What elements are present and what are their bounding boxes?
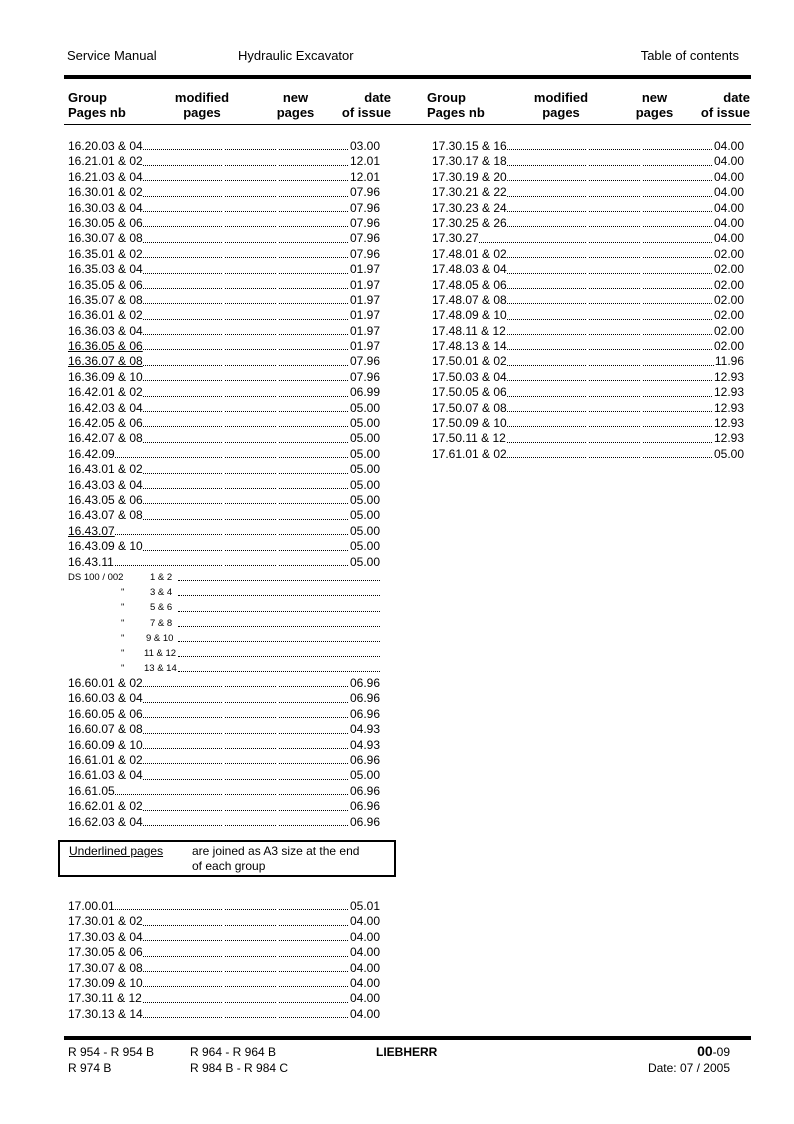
toc-row-pages: 16.43.07 xyxy=(68,523,115,538)
toc-row-pages: 16.35.07 & 08 xyxy=(68,292,143,307)
toc-row-date: 05.00 xyxy=(349,523,380,538)
footer-models-1a: R 954 - R 954 B xyxy=(68,1045,155,1059)
toc-row-pages: 16.30.05 & 06 xyxy=(68,215,143,230)
toc-row-pages: 16.60.07 & 08 xyxy=(68,722,143,737)
toc-row-pages: 17.30.25 & 26 xyxy=(432,215,507,230)
toc-list-right xyxy=(432,139,744,462)
toc-row-pages: 17.50.03 & 04 xyxy=(432,369,507,384)
ds-row xyxy=(68,661,380,676)
toc-row-date: 02.00 xyxy=(713,323,744,338)
toc-row xyxy=(68,216,380,231)
toc-row-date: 07.96 xyxy=(349,369,380,384)
toc-row-pages: 16.62.01 & 02 xyxy=(68,799,143,814)
toc-row-date: 05.00 xyxy=(349,554,380,569)
ds-row xyxy=(68,600,380,615)
toc-row-date: 01.97 xyxy=(349,277,380,292)
ds-row-group: " xyxy=(121,600,124,615)
toc-row xyxy=(68,991,380,1006)
toc-row-date: 05.00 xyxy=(349,416,380,431)
toc-row-date: 04.00 xyxy=(349,960,380,975)
ds-row-pages: 9 & 10 xyxy=(146,631,173,646)
toc-row-pages: 16.36.07 & 08 xyxy=(68,354,143,369)
toc-row xyxy=(68,676,380,691)
toc-row-pages: 17.30.15 & 16 xyxy=(432,139,507,153)
toc-row xyxy=(432,416,744,431)
toc-row xyxy=(68,201,380,216)
toc-row xyxy=(68,416,380,431)
footer-models-2b: R 984 B - R 984 C xyxy=(190,1061,289,1075)
toc-row-date: 12.93 xyxy=(713,431,744,446)
header-manual-title: Service Manual xyxy=(67,48,157,63)
toc-row-date: 05.00 xyxy=(349,462,380,477)
toc-row-date: 12.93 xyxy=(713,416,744,431)
ds-row-pages: 3 & 4 xyxy=(150,585,172,600)
toc-list-ds xyxy=(68,570,380,676)
toc-row-date: 05.00 xyxy=(349,446,380,461)
toc-row xyxy=(68,945,380,960)
toc-row xyxy=(68,385,380,400)
toc-row-pages: 16.43.09 & 10 xyxy=(68,539,143,554)
toc-row-date: 03.00 xyxy=(349,139,380,153)
footer-models-2a: R 974 B xyxy=(68,1061,112,1075)
toc-row-pages: 17.30.09 & 10 xyxy=(68,975,143,990)
toc-row xyxy=(68,799,380,814)
leader-dots xyxy=(178,580,380,581)
toc-row xyxy=(432,354,744,369)
toc-row xyxy=(68,508,380,523)
col-group-left: Group Pages nb xyxy=(68,90,126,120)
toc-row xyxy=(432,385,744,400)
toc-row-date: 04.00 xyxy=(349,929,380,944)
toc-row-pages: 16.42.03 & 04 xyxy=(68,400,143,415)
toc-row xyxy=(432,401,744,416)
toc-row xyxy=(68,170,380,185)
toc-row-date: 04.00 xyxy=(713,231,744,246)
toc-row-date: 01.97 xyxy=(349,308,380,323)
toc-row-pages: 16.43.11 xyxy=(68,554,114,569)
toc-row-pages: 17.30.03 & 04 xyxy=(68,929,143,944)
leader-dots xyxy=(178,656,380,657)
toc-row-pages: 16.61.05 xyxy=(68,783,115,798)
toc-row-date: 04.00 xyxy=(713,154,744,169)
toc-row-date: 04.00 xyxy=(349,914,380,929)
toc-row-pages: 17.48.05 & 06 xyxy=(432,277,507,292)
toc-row-pages: 16.35.05 & 06 xyxy=(68,277,143,292)
toc-row xyxy=(68,555,380,570)
footer-page-number: 00-09 xyxy=(697,1043,730,1059)
toc-row-pages: 17.30.17 & 18 xyxy=(432,154,507,169)
toc-row-date: 01.97 xyxy=(349,292,380,307)
note-text-line2: of each group xyxy=(192,859,266,873)
toc-row-pages: 16.42.01 & 02 xyxy=(68,385,143,400)
footer-date: Date: 07 / 2005 xyxy=(647,1061,730,1075)
note-key: Underlined pages xyxy=(69,844,164,858)
header-section-title: Table of contents xyxy=(640,48,739,63)
toc-row xyxy=(68,447,380,462)
toc-row-date: 01.97 xyxy=(349,323,380,338)
ds-row-pages: 11 & 12 xyxy=(144,646,176,661)
ds-row-group: " xyxy=(121,661,124,676)
toc-row-pages: 17.48.09 & 10 xyxy=(432,308,507,323)
toc-row-pages: 16.30.07 & 08 xyxy=(68,231,143,246)
toc-row-pages: 17.30.23 & 24 xyxy=(432,200,507,215)
toc-row-date: 12.01 xyxy=(349,154,380,169)
toc-row-pages: 16.30.03 & 04 xyxy=(68,200,143,215)
toc-row xyxy=(68,154,380,169)
toc-row-pages: 17.48.07 & 08 xyxy=(432,292,507,307)
toc-row-date: 07.96 xyxy=(349,246,380,261)
leader-dots xyxy=(178,611,380,612)
toc-row xyxy=(432,231,744,246)
toc-row-date: 04.00 xyxy=(349,1006,380,1021)
toc-row-pages: 16.43.03 & 04 xyxy=(68,477,143,492)
toc-row-date: 04.00 xyxy=(349,975,380,990)
toc-row xyxy=(68,722,380,737)
toc-row xyxy=(68,247,380,262)
toc-row-date: 06.96 xyxy=(349,676,380,690)
toc-row xyxy=(68,308,380,323)
toc-row-pages: 16.36.03 & 04 xyxy=(68,323,143,338)
ds-row-group: " xyxy=(121,585,124,600)
toc-row xyxy=(68,401,380,416)
toc-row-pages: 16.60.01 & 02 xyxy=(68,676,143,690)
toc-row-date: 05.00 xyxy=(713,446,744,461)
toc-row-date: 04.00 xyxy=(349,945,380,960)
ds-row-group: DS 100 / 002 xyxy=(68,570,123,585)
toc-row xyxy=(432,216,744,231)
toc-row-pages: 16.60.09 & 10 xyxy=(68,737,143,752)
toc-row-date: 02.00 xyxy=(713,308,744,323)
toc-row-date: 02.00 xyxy=(713,262,744,277)
toc-row-date: 01.97 xyxy=(349,339,380,354)
ds-row xyxy=(68,631,380,646)
toc-row-date: 05.00 xyxy=(349,508,380,523)
toc-row-pages: 17.30.19 & 20 xyxy=(432,169,507,184)
column-header-rule xyxy=(64,124,751,125)
toc-list-left-a xyxy=(68,139,380,570)
toc-row xyxy=(68,370,380,385)
col-modified-left: modified pages xyxy=(174,90,230,120)
ds-row-group: " xyxy=(121,646,124,661)
header-machine-type: Hydraulic Excavator xyxy=(238,48,354,63)
toc-row xyxy=(68,1007,380,1022)
ds-row-pages: 1 & 2 xyxy=(150,570,172,585)
toc-row xyxy=(68,278,380,293)
toc-row xyxy=(432,431,744,446)
toc-row-pages: 17.30.07 & 08 xyxy=(68,960,143,975)
toc-row-pages: 17.00.01 xyxy=(68,899,115,913)
toc-row-date: 04.93 xyxy=(349,737,380,752)
col-modified-right: modified pages xyxy=(533,90,589,120)
toc-row-pages: 16.60.03 & 04 xyxy=(68,691,143,706)
col-new-right: new pages xyxy=(635,90,674,120)
toc-row xyxy=(432,293,744,308)
toc-row xyxy=(68,478,380,493)
toc-row-pages: 17.30.21 & 22 xyxy=(432,185,507,200)
toc-row-date: 05.00 xyxy=(349,477,380,492)
toc-row-date: 11.96 xyxy=(714,354,744,369)
toc-row-pages: 16.43.05 & 06 xyxy=(68,492,143,507)
toc-row xyxy=(68,462,380,477)
toc-row xyxy=(432,324,744,339)
leader-dots xyxy=(178,671,380,672)
toc-list-left-c xyxy=(68,899,380,1022)
toc-row xyxy=(432,370,744,385)
toc-row xyxy=(432,278,744,293)
toc-row xyxy=(68,324,380,339)
toc-row xyxy=(68,539,380,554)
ds-row xyxy=(68,570,380,585)
toc-row-pages: 17.50.11 & 12 xyxy=(432,431,506,446)
toc-row-date: 07.96 xyxy=(349,215,380,230)
toc-row-pages: 16.35.01 & 02 xyxy=(68,246,143,261)
toc-row-pages: 17.30.05 & 06 xyxy=(68,945,143,960)
toc-row xyxy=(68,339,380,354)
toc-row-pages: 16.42.09 xyxy=(68,446,115,461)
toc-row-pages: 17.30.27 xyxy=(432,231,479,246)
toc-row-pages: 17.30.13 & 14 xyxy=(68,1006,143,1021)
toc-row-pages: 16.21.03 & 04 xyxy=(68,169,143,184)
toc-row-date: 04.00 xyxy=(713,215,744,230)
toc-row-date: 05.00 xyxy=(349,492,380,507)
footer-models-1b: R 964 - R 964 B xyxy=(190,1045,277,1059)
col-group-right: Group Pages nb xyxy=(427,90,485,120)
toc-row-pages: 17.30.11 & 12 xyxy=(68,991,142,1006)
toc-row-date: 06.96 xyxy=(349,706,380,721)
toc-row-date: 07.96 xyxy=(349,231,380,246)
ds-row xyxy=(68,616,380,631)
toc-row xyxy=(68,753,380,768)
toc-row xyxy=(68,899,380,914)
toc-row xyxy=(68,185,380,200)
toc-row-pages: 17.50.05 & 06 xyxy=(432,385,507,400)
note-text-line1: are joined as A3 size at the end xyxy=(192,844,360,858)
toc-row-date: 02.00 xyxy=(713,339,744,354)
toc-row xyxy=(432,185,744,200)
toc-row-pages: 16.36.09 & 10 xyxy=(68,369,143,384)
toc-list-left-b xyxy=(68,676,380,830)
toc-row-date: 05.01 xyxy=(349,899,380,913)
toc-row-pages: 17.50.09 & 10 xyxy=(432,416,507,431)
col-new-left: new pages xyxy=(276,90,315,120)
toc-row-pages: 16.36.01 & 02 xyxy=(68,308,143,323)
toc-row xyxy=(68,231,380,246)
underline-note-box xyxy=(58,840,396,877)
toc-row xyxy=(432,154,744,169)
toc-row-date: 04.93 xyxy=(349,722,380,737)
toc-row-date: 02.00 xyxy=(713,246,744,261)
footer-rule xyxy=(64,1036,751,1040)
toc-row-date: 06.96 xyxy=(349,691,380,706)
toc-row-date: 04.00 xyxy=(713,139,744,153)
toc-row-pages: 16.43.01 & 02 xyxy=(68,462,143,477)
toc-row-pages: 17.48.03 & 04 xyxy=(432,262,507,277)
toc-row xyxy=(68,784,380,799)
toc-row-pages: 17.61.01 & 02 xyxy=(432,446,507,461)
toc-row-pages: 17.48.01 & 02 xyxy=(432,246,507,261)
toc-row-date: 02.00 xyxy=(713,292,744,307)
header-rule xyxy=(64,75,751,79)
toc-row xyxy=(68,293,380,308)
toc-row xyxy=(68,354,380,369)
toc-row-pages: 17.50.01 & 02 xyxy=(432,354,507,369)
footer-brand: LIEBHERR xyxy=(376,1045,438,1059)
toc-row-date: 02.00 xyxy=(713,277,744,292)
toc-row-date: 06.96 xyxy=(349,783,380,798)
ds-row-group: " xyxy=(121,616,124,631)
toc-row-date: 05.00 xyxy=(349,539,380,554)
toc-row-date: 01.97 xyxy=(349,262,380,277)
toc-row-pages: 16.61.03 & 04 xyxy=(68,768,143,783)
toc-row-pages: 17.30.01 & 02 xyxy=(68,914,143,929)
toc-row xyxy=(432,308,744,323)
ds-row-group: " xyxy=(121,631,124,646)
toc-row xyxy=(68,262,380,277)
toc-row-date: 06.96 xyxy=(349,799,380,814)
toc-row-date: 06.96 xyxy=(349,814,380,829)
ds-row-pages: 13 & 14 xyxy=(144,661,177,676)
toc-row xyxy=(68,976,380,991)
toc-row xyxy=(432,262,744,277)
toc-row-date: 04.00 xyxy=(349,991,380,1006)
toc-row-date: 07.96 xyxy=(349,354,380,369)
toc-row xyxy=(68,914,380,929)
toc-row-pages: 17.48.11 & 12 xyxy=(432,323,506,338)
toc-row xyxy=(68,707,380,722)
toc-row-pages: 16.61.01 & 02 xyxy=(68,752,143,767)
toc-row-pages: 16.30.01 & 02 xyxy=(68,185,143,200)
toc-row xyxy=(68,961,380,976)
ds-row-pages: 5 & 6 xyxy=(150,600,172,615)
toc-row-pages: 16.62.03 & 04 xyxy=(68,814,143,829)
leader-dots xyxy=(178,626,380,627)
toc-row xyxy=(68,768,380,783)
toc-row xyxy=(68,930,380,945)
ds-row-pages: 7 & 8 xyxy=(150,616,172,631)
toc-row-pages: 16.21.01 & 02 xyxy=(68,154,143,169)
toc-row-date: 12.93 xyxy=(713,400,744,415)
toc-row xyxy=(432,447,744,462)
toc-row-date: 05.00 xyxy=(349,768,380,783)
toc-row-pages: 16.36.05 & 06 xyxy=(68,339,143,354)
toc-row-date: 06.96 xyxy=(349,752,380,767)
toc-row-date: 04.00 xyxy=(713,200,744,215)
toc-row xyxy=(68,691,380,706)
toc-row xyxy=(68,493,380,508)
leader-dots xyxy=(178,595,380,596)
toc-row-date: 04.00 xyxy=(713,185,744,200)
col-date-right: date of issue xyxy=(700,90,750,120)
leader-dots xyxy=(178,641,380,642)
toc-row xyxy=(68,815,380,830)
toc-row-pages: 16.42.07 & 08 xyxy=(68,431,143,446)
toc-row-date: 06.99 xyxy=(349,385,380,400)
toc-row-pages: 16.42.05 & 06 xyxy=(68,416,143,431)
ds-row xyxy=(68,585,380,600)
toc-row xyxy=(432,201,744,216)
toc-row-pages: 16.35.03 & 04 xyxy=(68,262,143,277)
toc-row-date: 05.00 xyxy=(349,431,380,446)
toc-row xyxy=(68,738,380,753)
ds-row xyxy=(68,646,380,661)
toc-row xyxy=(68,524,380,539)
toc-row-pages: 16.20.03 & 04 xyxy=(68,139,143,153)
toc-row-pages: 16.60.05 & 06 xyxy=(68,706,143,721)
toc-row-date: 12.01 xyxy=(349,169,380,184)
toc-row-date: 07.96 xyxy=(349,200,380,215)
toc-row-pages: 17.50.07 & 08 xyxy=(432,400,507,415)
toc-row-pages: 16.43.07 & 08 xyxy=(68,508,143,523)
toc-row xyxy=(432,170,744,185)
toc-row xyxy=(68,431,380,446)
toc-row xyxy=(432,339,744,354)
toc-row-date: 04.00 xyxy=(713,169,744,184)
col-date-left: date of issue xyxy=(341,90,391,120)
toc-row-date: 05.00 xyxy=(349,400,380,415)
toc-row-pages: 17.48.13 & 14 xyxy=(432,339,507,354)
toc-row-date: 12.93 xyxy=(713,369,744,384)
toc-row-date: 07.96 xyxy=(349,185,380,200)
toc-row xyxy=(432,247,744,262)
toc-row xyxy=(68,139,380,154)
toc-row xyxy=(432,139,744,154)
toc-row-date: 12.93 xyxy=(713,385,744,400)
